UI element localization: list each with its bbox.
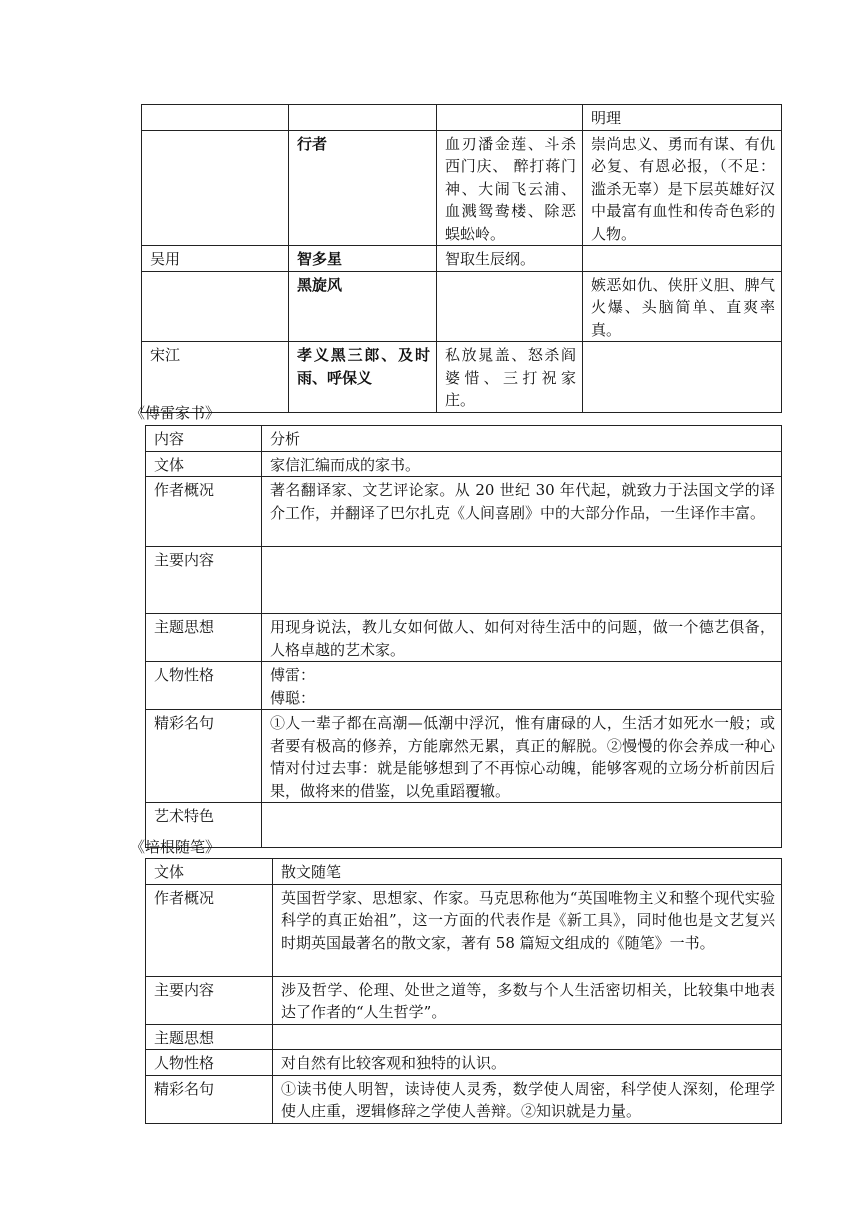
- table-row: [146, 477, 782, 547]
- row-content: ①读书使人明智，读诗使人灵秀，数学使人周密，科学使人深刻，伦理学使人庄重，逻辑修辞之学使人善辩。②知识就是力量。: [273, 1075, 782, 1123]
- row-content: [273, 1024, 782, 1050]
- nickname-cell: 行者: [289, 130, 437, 246]
- events-cell: 私放晁盖、怒杀阎婆惜、三打祝家庄。: [437, 342, 583, 413]
- row-label: 主题思想: [146, 614, 262, 662]
- table-cell: [437, 105, 583, 131]
- character-name-cell: 吴用: [142, 246, 289, 272]
- table-row: [142, 130, 782, 246]
- row-content: ①人一辈子都在高潮—低潮中浮沉，惟有庸碌的人，生活才如死水一般；或者要有极高的修养，方能廓然无累，真正的解脱。②慢慢的你会养成一种心情对付过去事：就是能够想到了不再惊心动魄，能够客观的立场分析前因后果，做将来的借鉴，以免重蹈覆辙。: [262, 710, 782, 803]
- row-label: 精彩名句: [146, 710, 262, 803]
- row-content: 对自然有比较客观和独特的认识。: [273, 1050, 782, 1076]
- table-row: [142, 271, 782, 342]
- row-label: 人物性格: [146, 662, 262, 710]
- events-cell: 智取生辰纲。: [437, 246, 583, 272]
- table-row: [146, 1050, 782, 1076]
- row-content: [262, 803, 782, 848]
- table-row: [146, 426, 782, 452]
- table-row: [146, 547, 782, 614]
- table-cell: [289, 105, 437, 131]
- table-row: [146, 976, 782, 1024]
- row-label: 主要内容: [146, 547, 262, 614]
- table-row: [146, 884, 782, 976]
- row-content: [262, 547, 782, 614]
- row-content: 英国哲学家、思想家、作家。马克思称他为“英国唯物主义和整个现代实验科学的真正始祖”，这一方面的代表作是《新工具》，同时他也是文艺复兴时期英国最著名的散文家，著有 58 篇短文组成的《随笔》一书。: [273, 884, 782, 976]
- table-row: [146, 451, 782, 477]
- peigen-caption: 《培根随笔》: [130, 838, 221, 856]
- nickname-cell: 智多星: [289, 246, 437, 272]
- character-name-cell: [142, 130, 289, 246]
- table-row: [146, 859, 782, 885]
- table-row: [146, 1075, 782, 1123]
- row-label: 精彩名句: [146, 1075, 273, 1123]
- personality-cell: [583, 342, 782, 413]
- row-label: 艺术特色: [146, 803, 262, 848]
- table-cell: [142, 105, 289, 131]
- fulei-caption: 《傅雷家书》: [130, 404, 221, 422]
- events-cell: 血刃潘金莲、斗杀西门庆、 醉打蒋门神、大闹飞云浦、血溅鸳鸯楼、除恶蜈蚣岭。: [437, 130, 583, 246]
- table-cell: 明理: [583, 105, 782, 131]
- table-row: [146, 803, 782, 848]
- table-row: [142, 105, 782, 131]
- row-content: 分析: [262, 426, 782, 452]
- table-row: [142, 246, 782, 272]
- row-content: 用现身说法，教儿女如何做人、如何对待生活中的问题，做一个德艺俱备，人格卓越的艺术家。: [262, 614, 782, 662]
- fulei-table: [145, 425, 782, 848]
- row-label: 作者概况: [146, 884, 273, 976]
- nickname-cell: 孝义黑三郎、及时雨、呼保义: [289, 342, 437, 413]
- personality-cell: 崇尚忠义、勇而有谋、有仇必复、有恩必报，（不足：滥杀无辜）是下层英雄好汉中最富有血性和传奇色彩的人物。: [583, 130, 782, 246]
- table-row: [146, 614, 782, 662]
- row-label: 人物性格: [146, 1050, 273, 1076]
- row-label: 文体: [146, 859, 273, 885]
- table-row: [146, 710, 782, 803]
- table-row: [142, 342, 782, 413]
- personality-cell: [583, 246, 782, 272]
- peigen-table: [145, 858, 782, 1124]
- table-row: [146, 662, 782, 710]
- personality-cell: 嫉恶如仇、侠肝义胆、脾气火爆、头脑简单、直爽率真。: [583, 271, 782, 342]
- row-label: 内容: [146, 426, 262, 452]
- nickname-cell: 黑旋风: [289, 271, 437, 342]
- shuihu-character-table: [141, 104, 782, 413]
- row-content: 家信汇编而成的家书。: [262, 451, 782, 477]
- character-name-cell: [142, 271, 289, 342]
- row-content: 散文随笔: [273, 859, 782, 885]
- row-label: 主要内容: [146, 976, 273, 1024]
- row-content: 著名翻译家、文艺评论家。从 20 世纪 30 年代起，就致力于法国文学的译介工作，并翻译了巴尔扎克《人间喜剧》中的大部分作品，一生译作丰富。: [262, 477, 782, 547]
- table-row: [146, 1024, 782, 1050]
- row-content: 傅雷： 傅聪：: [262, 662, 782, 710]
- row-label: 文体: [146, 451, 262, 477]
- row-content: 涉及哲学、伦理、处世之道等，多数与个人生活密切相关，比较集中地表达了作者的“人生哲学”。: [273, 976, 782, 1024]
- row-label: 主题思想: [146, 1024, 273, 1050]
- row-label: 作者概况: [146, 477, 262, 547]
- character-name-cell: 宋江: [142, 342, 289, 413]
- events-cell: [437, 271, 583, 342]
